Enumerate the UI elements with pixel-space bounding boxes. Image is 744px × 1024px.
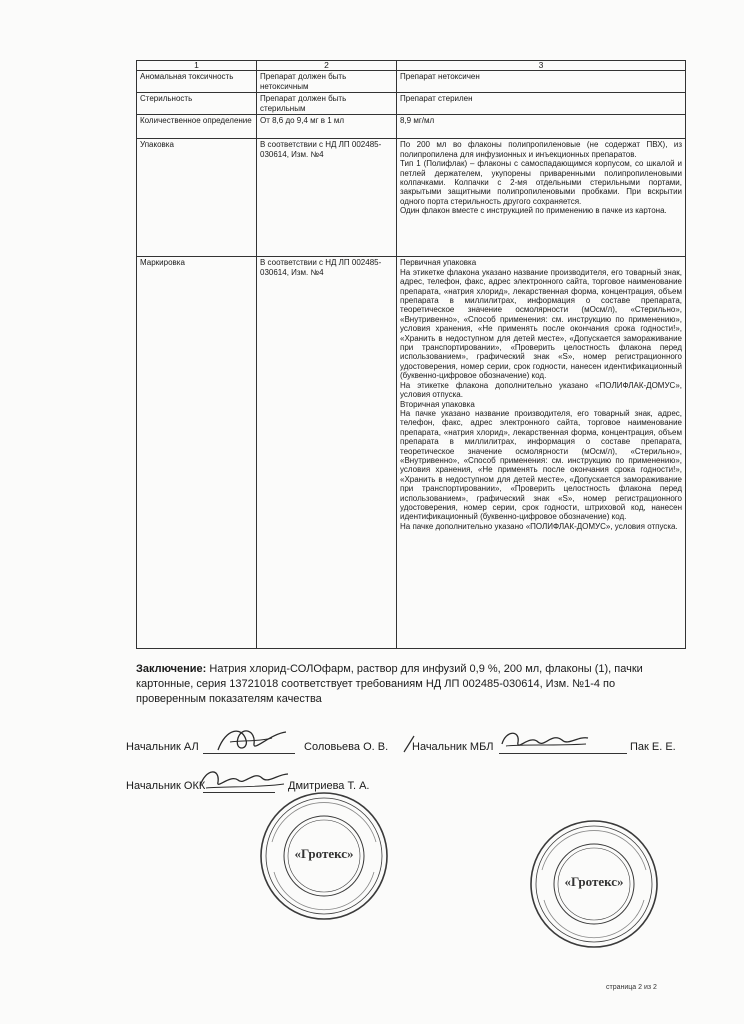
row-name: Маркировка (137, 257, 257, 649)
row-name: Упаковка (137, 139, 257, 257)
conclusion (136, 662, 686, 707)
primary-packaging-extra: На этикетке флакона дополнительно указано «ПОЛИФЛАК-ДОМУС», условия отпуска. (400, 380, 682, 400)
row-result: Препарат стерилен (397, 93, 686, 115)
table-row (137, 139, 686, 257)
packaging-line: По 200 мл во флаконы полипропиленовые (не содержат ПВХ), из полипропилена для инфузионных и инъекционных препаратов. (400, 140, 682, 159)
secondary-packaging-extra: На пачке дополнительно указано «ПОЛИФЛАК-ДОМУС», условия отпуска. (400, 521, 678, 531)
packaging-line: Тип 1 (Полифлак) – флаконы с самоспадающимся корпусом, со шкалой и петлей держателем, укупорены приваренными полипропиленовыми колпачками. Колпачки с 2-мя отдельными стерильными портами, закрытыми защитными полипропиленовыми пробками. При вскрытии одного порта стерильность другого сохраняется. (400, 159, 682, 206)
row-name: Количественное определение (137, 115, 257, 139)
row-requirement: В соответствии с НД ЛП 002485-030614, Изм. №4 (257, 139, 397, 257)
row-result (397, 257, 686, 649)
page-number: страница 2 из 2 (606, 984, 657, 991)
test-results-table-wrap (136, 60, 686, 649)
okk-name: Дмитриева Т. А. (288, 780, 370, 792)
stamp-center-text: «Гротекс» (564, 874, 624, 889)
row-requirement: От 8,6 до 9,4 мг в 1 мл (257, 115, 397, 139)
al-name: Соловьева О. В. (304, 741, 389, 753)
mbl-signature-scribble (402, 724, 592, 756)
row-result (397, 139, 686, 257)
okk-title: Начальник ОКК (126, 780, 206, 792)
col-header-1: 1 (137, 61, 257, 71)
secondary-packaging-text: На пачке указано название производителя, его товарный знак, адрес, телефон, факс, адрес электронного сайта, торговое наименование препарата, «натрия хлорид», лекарственная форма, концентрация, объем препарата в миллилитрах, информация о составе препарата, теоретическое значение осмолярности (мОсм/л), «Стерильно», «Внутривенно», «Способ применения: см. инструкцию по применению», условия хранения, «Не применять после окончания срока годности!», «Хранить в недоступном для детей месте», «Допускается замораживание при транспортировании», «Проверить целостность флакона перед использованием», графический знак «S», номер регистрационного удостоверения, номер серии, срок годности, штриховой код, нанесен идентификационный (буквенно-цифровое обозначение) код. (400, 408, 682, 522)
table-header-row (137, 61, 686, 71)
row-requirement: Препарат должен быть нетоксичным (257, 71, 397, 93)
mbl-title: Начальник МБЛ (412, 741, 494, 753)
test-results-table (136, 60, 686, 649)
row-name: Стерильность (137, 93, 257, 115)
table-row (137, 115, 686, 139)
conclusion-label: Заключение: (136, 663, 207, 675)
row-requirement: В соответствии с НД ЛП 002485-030614, Изм. №4 (257, 257, 397, 649)
table-row (137, 93, 686, 115)
primary-packaging-title: Первичная упаковка (400, 258, 477, 268)
row-result: Препарат нетоксичен (397, 71, 686, 93)
row-result: 8,9 мг/мл (397, 115, 686, 139)
col-header-2: 2 (257, 61, 397, 71)
quality-control-stamp (258, 790, 390, 922)
primary-packaging-text: На этикетке флакона указано название производителя, его товарный знак, адрес, телефон, факс, адрес электронного сайта, торговое наименование препарата, «натрия хлорид», лекарственная форма, концентрация, объем препарата в миллилитрах, информация о составе препарата, теоретическое значение осмолярности (мОсм/л), «Стерильно», «Внутривенно», «Способ применения: см. инструкцию по применению», условия хранения, «Не применять после окончания срока годности!», «Хранить в недоступном для детей месте», «Допускается замораживание при транспортировании», «Проверить целостность флакона перед использованием», графический знак «S», номер регистрационного удостоверения, номер серии, срок годности, нанесен идентификационный (буквенно-цифровое обозначение) код. (400, 267, 682, 381)
company-stamp (528, 818, 660, 950)
mbl-name: Пак Е. Е. (630, 741, 676, 753)
conclusion-text: Натрия хлорид-СОЛОфарм, раствор для инфузий 0,9 %, 200 мл, флаконы (1), пачки картонные, серия 13721018 соответствует требованиям НД ЛП 002485-030614, Изм. №1-4 по проверенным показателям качества (136, 663, 643, 705)
stamp-center-text: «Гротекс» (294, 846, 354, 861)
al-signature-scribble (212, 722, 292, 756)
table-row (137, 71, 686, 93)
al-title: Начальник АЛ (126, 741, 199, 753)
secondary-packaging-title: Вторичная упаковка (400, 399, 475, 409)
packaging-line: Один флакон вместе с инструкцией по применению в пачке из картона. (400, 206, 667, 216)
row-requirement: Препарат должен быть стерильным (257, 93, 397, 115)
col-header-3: 3 (397, 61, 686, 71)
table-row (137, 257, 686, 649)
row-name: Аномальная токсичность (137, 71, 257, 93)
